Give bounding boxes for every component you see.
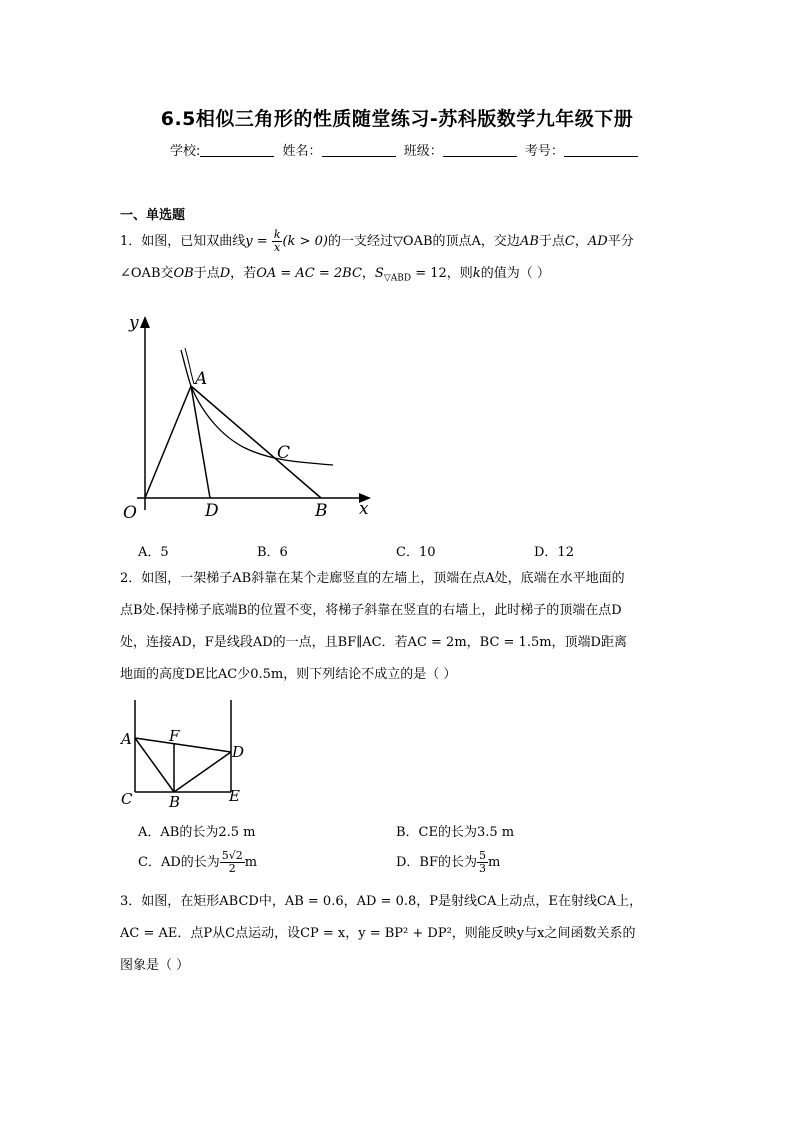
question-3-text <box>120 886 680 982</box>
label-C: C <box>277 443 291 463</box>
question-3-line-3: 图象是（ ） <box>120 958 190 973</box>
page-title: 6.5相似三角形的性质随堂练习-苏科版数学九年级下册 <box>160 108 634 130</box>
question-1-figure <box>115 310 380 525</box>
class-label: 班级： <box>403 144 443 159</box>
hyperbola-curve-tip <box>185 348 194 384</box>
label-O: O <box>123 503 137 523</box>
label-x: x <box>359 499 369 519</box>
q1-option-a[interactable]: A．5 <box>138 545 169 560</box>
label-E: E <box>229 787 240 805</box>
question-1-line-1: 1．如图，已知双曲线y = $\frac{k}{x}$ (k > 0)的一支经过▽OAB的顶点A，交边AB于点C，AD平分 <box>120 228 634 254</box>
question-2-line-1: 2．如图，一架梯子AB斜靠在某个走廊竖直的左墙上，顶端在点A处，底端在水平地面的 <box>120 571 625 586</box>
fraction: $\frac{5√2}{2}$ <box>221 849 243 875</box>
q2-option-b[interactable]: B．CE的长为3.5 m <box>396 825 515 840</box>
label-A: A <box>195 369 208 389</box>
question-2-line-4: 地面的高度DE比AC少0.5m，则下列结论不成立的是（ ） <box>120 667 457 682</box>
fraction: $\frac{k}{x}$ <box>273 228 281 254</box>
question-1-line-2: ∠OAB交OB于点D，若OA = AC = 2BC，$S_{▽ABD} = 12$，则k的值为（ ） <box>120 266 550 284</box>
q2-option-d[interactable]: D．BF的长为 $\frac{5}{3}$ m <box>396 849 501 875</box>
exam-no-label: 考号： <box>524 144 564 159</box>
q1-option-c[interactable]: C．10 <box>396 545 436 560</box>
name-field[interactable] <box>322 156 396 157</box>
q1-option-b[interactable]: B．6 <box>257 545 288 560</box>
label-D: D <box>232 743 245 761</box>
exam-no-field[interactable] <box>564 156 638 157</box>
question-number: 3． <box>120 894 142 909</box>
fraction: $\frac{5}{3}$ <box>479 849 486 875</box>
question-number: 2． <box>120 571 142 586</box>
ladder-AB <box>135 738 174 792</box>
question-3-line-1: 3．如图，在矩形ABCD中，AB = 0.6，AD = 0.8，P是射线CA上动点，E在射线CA上， <box>120 894 643 909</box>
class-field[interactable] <box>443 156 517 157</box>
label-C: C <box>121 790 133 808</box>
q2-option-a[interactable]: A．AB的长为2.5 m <box>138 825 256 840</box>
question-2-text <box>120 563 680 691</box>
hyperbola-curve <box>181 350 333 465</box>
question-2-line-2: 点B处.保持梯子底端B的位置不变，将梯子斜靠在竖直的右墙上，此时梯子的顶端在点D <box>120 603 622 618</box>
y-axis-arrow <box>140 316 150 328</box>
label-A: A <box>121 730 132 748</box>
q2-option-c[interactable]: C．AD的长为 $\frac{5√2}{2}$ m <box>138 849 258 875</box>
name-label: 姓名： <box>282 144 322 159</box>
question-2-figure <box>115 695 255 810</box>
segment-AD <box>191 386 210 498</box>
question-1-text <box>120 226 680 295</box>
segment-AD <box>135 738 231 752</box>
segment-OA <box>145 386 191 498</box>
label-y: y <box>129 313 139 333</box>
student-info-row <box>170 140 642 159</box>
q1-option-d[interactable]: D．12 <box>534 545 574 560</box>
label-B: B <box>169 793 181 810</box>
question-2-line-3: 处，连接AD，F是线段AD的一点，且BF∥AC．若AC = 2m，BC = 1.5m，顶端D距离 <box>120 635 627 650</box>
school-field[interactable] <box>200 156 274 157</box>
label-D: D <box>205 501 219 521</box>
question-number: 1． <box>120 234 142 249</box>
school-label: 学校: <box>170 144 201 159</box>
segment-AB <box>191 386 321 498</box>
label-B: B <box>315 501 328 521</box>
label-F: F <box>169 727 180 745</box>
question-3-line-2: AC = AE．点P从C点运动，设CP = x，y = BP² + DP²，则能反映y与x之间函数关系的 <box>120 926 636 941</box>
ladder-BD <box>174 752 231 792</box>
section-title: 一、单选题 <box>120 208 186 223</box>
